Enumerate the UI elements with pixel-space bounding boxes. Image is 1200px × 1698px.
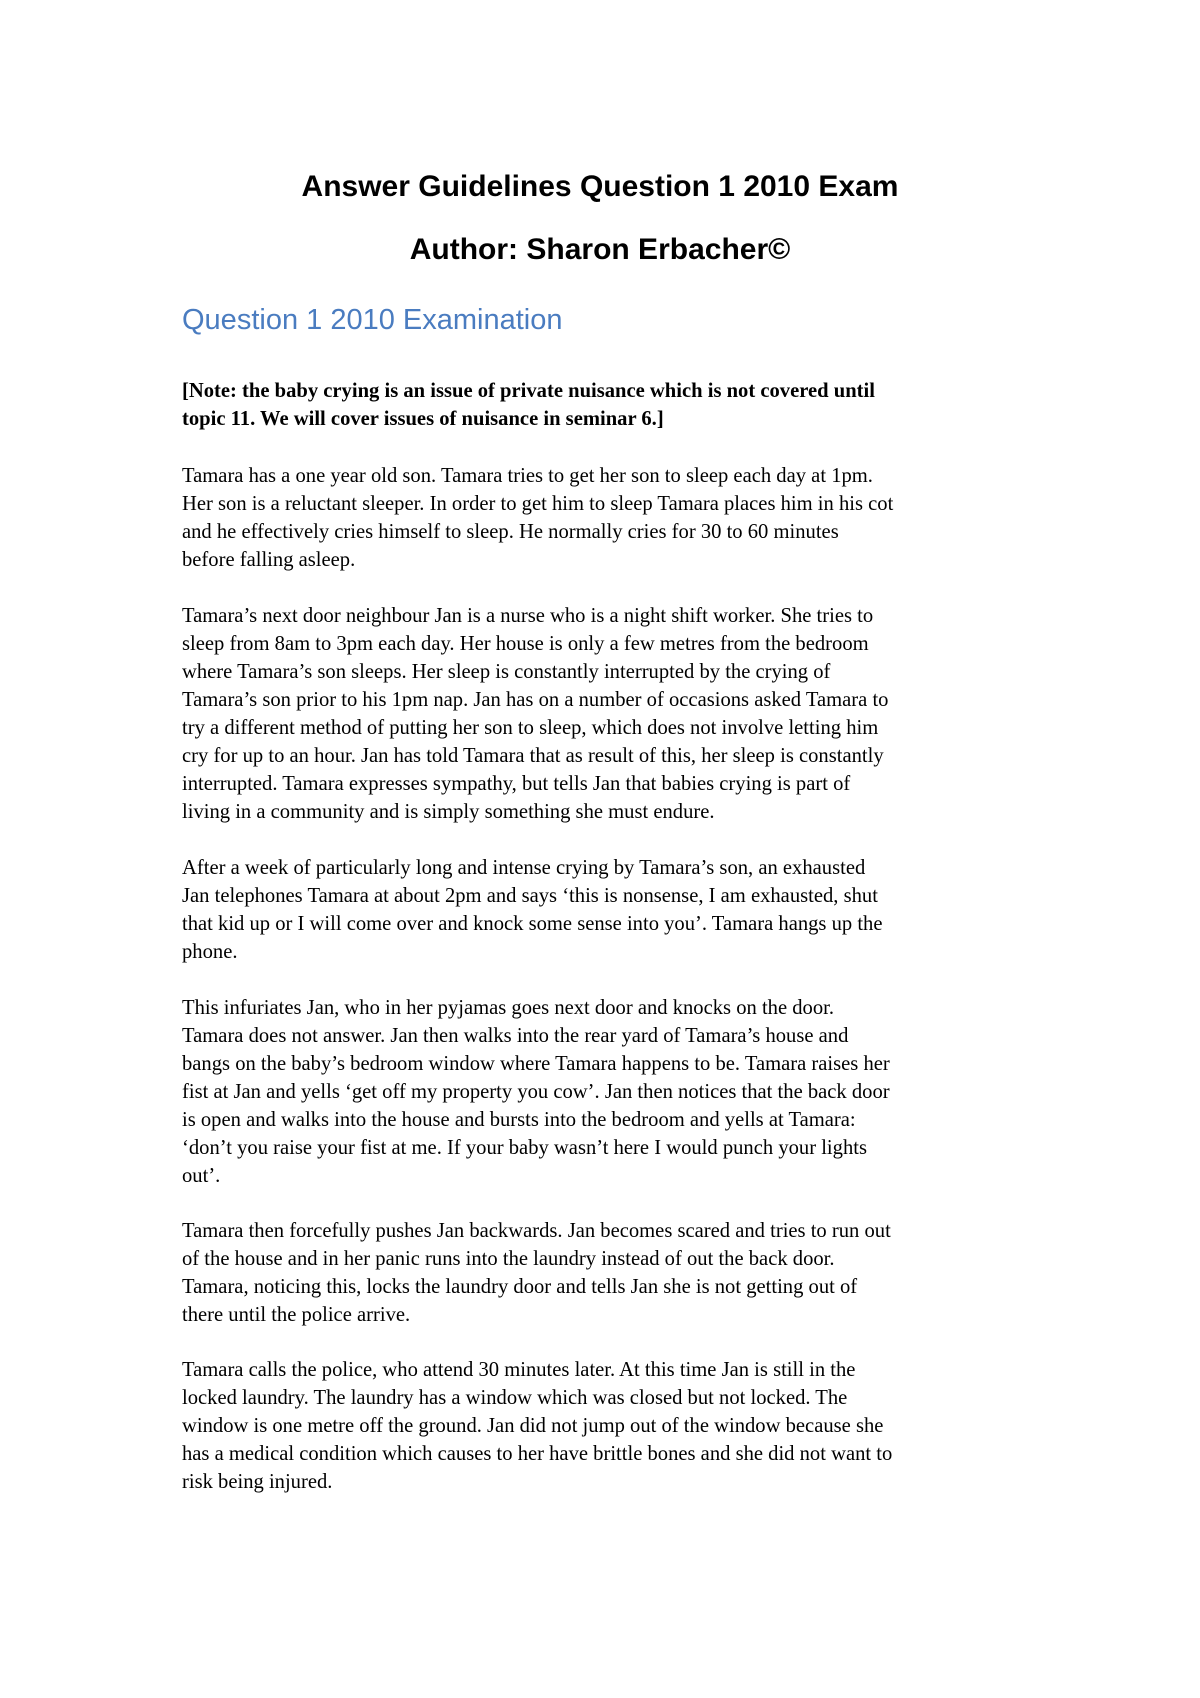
paragraph-1 xyxy=(182,462,1042,574)
text-line: that kid up or I will come over and knock some sense into you’. Tamara hangs up the xyxy=(182,913,883,935)
paragraph-2 xyxy=(182,602,1042,826)
text-line: and he effectively cries himself to sleep. He normally cries for 30 to 60 minutes xyxy=(182,521,839,543)
text-line: ‘don’t you raise your fist at me. If your baby wasn’t here I would punch your lights xyxy=(182,1137,867,1159)
note-line: [Note: the baby crying is an issue of private nuisance which is not covered until xyxy=(182,380,875,402)
text-line: of the house and in her panic runs into the laundry instead of out the back door. xyxy=(182,1248,835,1270)
text-line: try a different method of putting her son to sleep, which does not involve letting him xyxy=(182,717,879,739)
text-line: Tamara’s next door neighbour Jan is a nurse who is a night shift worker. She tries to xyxy=(182,605,874,627)
text-line: has a medical condition which causes to her have brittle bones and she did not want to xyxy=(182,1443,893,1465)
text-line: cry for up to an hour. Jan has told Tamara that as result of this, her sleep is constantly xyxy=(182,745,884,767)
text-line: Jan telephones Tamara at about 2pm and says ‘this is nonsense, I am exhausted, shut xyxy=(182,885,878,907)
note-line: topic 11. We will cover issues of nuisance in seminar 6.] xyxy=(182,408,664,430)
text-line: Tamara’s son prior to his 1pm nap. Jan has on a number of occasions asked Tamara to xyxy=(182,689,889,711)
text-line: is open and walks into the house and bursts into the bedroom and yells at Tamara: xyxy=(182,1109,856,1131)
text-line: Her son is a reluctant sleeper. In order to get him to sleep Tamara places him in his cot xyxy=(182,493,894,515)
text-line: Tamara has a one year old son. Tamara tries to get her son to sleep each day at 1pm. xyxy=(182,465,873,487)
text-line: Tamara does not answer. Jan then walks into the rear yard of Tamara’s house and xyxy=(182,1025,849,1047)
text-line: Tamara, noticing this, locks the laundry door and tells Jan she is not getting out of xyxy=(182,1276,858,1298)
document-title: Answer Guidelines Question 1 2010 Exam xyxy=(301,170,899,203)
paragraph-5 xyxy=(182,1217,1042,1329)
paragraph-4 xyxy=(182,994,1042,1190)
text-line: fist at Jan and yells ‘get off my property you cow’. Jan then notices that the back door xyxy=(182,1081,890,1103)
text-line: This infuriates Jan, who in her pyjamas goes next door and knocks on the door. xyxy=(182,997,835,1019)
note-paragraph xyxy=(182,377,1042,433)
text-line: Tamara calls the police, who attend 30 minutes later. At this time Jan is still in the xyxy=(182,1359,856,1381)
text-line: interrupted. Tamara expresses sympathy, but tells Jan that babies crying is part of xyxy=(182,773,851,795)
paragraph-6 xyxy=(182,1356,1042,1496)
text-line: window is one metre off the ground. Jan did not jump out of the window because she xyxy=(182,1415,884,1437)
author-line: Author: Sharon Erbacher© xyxy=(409,233,791,266)
text-line: After a week of particularly long and intense crying by Tamara’s son, an exhausted xyxy=(182,857,866,879)
text-line: where Tamara’s son sleeps. Her sleep is constantly interrupted by the crying of xyxy=(182,661,831,683)
paragraph-3 xyxy=(182,854,1042,966)
text-line: locked laundry. The laundry has a window which was closed but not locked. The xyxy=(182,1387,848,1409)
text-line: risk being injured. xyxy=(182,1471,333,1493)
text-line: before falling asleep. xyxy=(182,549,356,571)
text-line: sleep from 8am to 3pm each day. Her house is only a few metres from the bedroom xyxy=(182,633,869,655)
text-line: there until the police arrive. xyxy=(182,1304,411,1326)
text-line: out’. xyxy=(182,1165,221,1187)
text-line: Tamara then forcefully pushes Jan backwards. Jan becomes scared and tries to run out xyxy=(182,1220,891,1242)
text-line: phone. xyxy=(182,941,238,963)
section-heading: Question 1 2010 Examination xyxy=(182,304,563,336)
text-line: living in a community and is simply something she must endure. xyxy=(182,801,715,823)
text-line: bangs on the baby’s bedroom window where Tamara happens to be. Tamara raises her xyxy=(182,1053,890,1075)
